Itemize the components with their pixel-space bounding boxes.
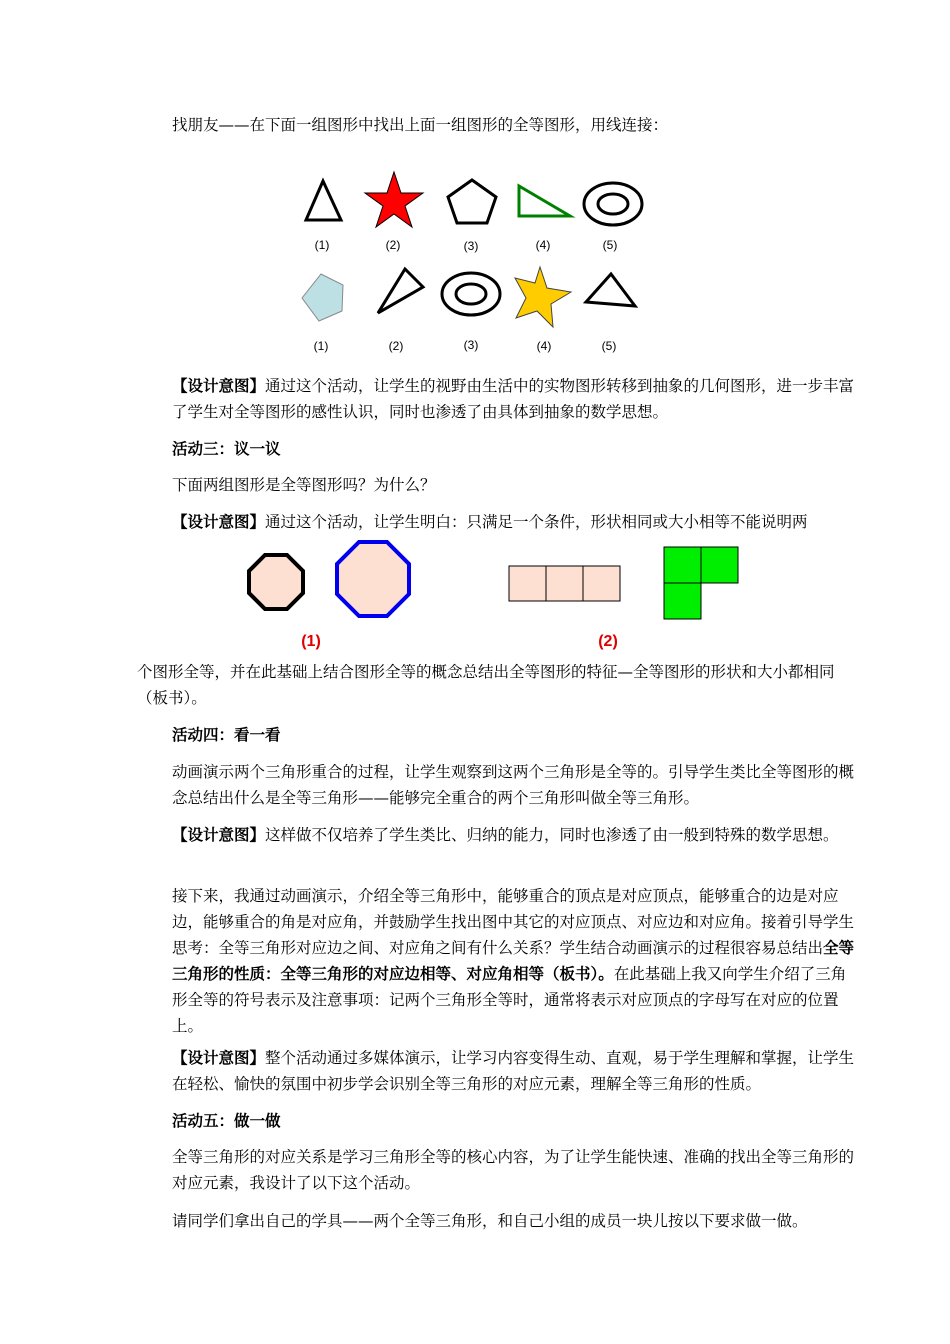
bottom-triangle-2	[378, 269, 423, 313]
l-square-2	[701, 547, 738, 583]
top-ring-inner	[598, 194, 628, 214]
activity3-title: 活动三：议一议	[172, 440, 281, 458]
bottom-blue-pentagon	[302, 274, 343, 321]
label-bottom-1: (1)	[313, 339, 329, 353]
p6-text: 整个活动通过多媒体演示，让学习内容变得生动、直观，易于学生理解和掌握，让学生在轻松、愉快的氛围中初步学会识别全等三角形的对应元素，理解全等三角形的性质。	[172, 1049, 855, 1093]
group-label-1: (1)	[301, 633, 321, 650]
strip-square-3	[583, 566, 620, 601]
top-pentagon	[448, 180, 496, 223]
design-intent-label: 【设计意图】	[172, 377, 266, 395]
design-intent-label: 【设计意图】	[172, 513, 266, 531]
paragraph-7: 全等三角形的对应关系是学习三角形全等的核心内容，为了让学生能快速、准确的找出全等三角形的对应元素，我设计了以下这个活动。	[172, 1148, 855, 1192]
label-top-1: (1)	[314, 238, 330, 252]
label-bottom-2: (2)	[388, 339, 404, 353]
l-square-3	[664, 583, 701, 619]
activity4-title: 活动四：看一看	[172, 726, 281, 744]
label-bottom-4: (4)	[536, 339, 552, 353]
p1-text: 通过这个活动，让学生的视野由生活中的实物图形转移到抽象的几何图形，进一步丰富了学生对全等图形的感性认识，同时也渗透了由具体到抽象的数学思想。	[172, 377, 855, 421]
paragraph-design-intent-4	[137, 1045, 861, 1097]
paragraph-3: 动画演示两个三角形重合的过程，让学生观察到这两个三角形是全等的。引导学生类比全等图形的概念总结出什么是全等三角形——能够完全重合的两个三角形叫做全等三角形。	[172, 763, 855, 807]
shapes-figure	[0, 0, 950, 650]
paragraph-design-intent-2	[172, 509, 808, 535]
label-bottom-5: (5)	[601, 339, 617, 353]
design-intent-label: 【设计意图】	[172, 826, 266, 844]
p4-text: 这样做不仅培养了学生类比、归纳的能力，同时也渗透了由一般到特殊的数学思想。	[265, 826, 839, 844]
paragraph-design-intent-3	[137, 822, 861, 848]
large-octagon	[337, 542, 409, 616]
l-square-1	[664, 547, 701, 583]
bottom-ring-inner	[456, 284, 486, 304]
bottom-yellow-star	[515, 267, 571, 327]
group-label-2: (2)	[598, 633, 618, 650]
label-top-3: (3)	[463, 239, 479, 253]
small-octagon	[249, 555, 303, 609]
activity5-title: 活动五：做一做	[172, 1112, 281, 1130]
design-intent-label: 【设计意图】	[172, 1049, 266, 1067]
label-bottom-3: (3)	[463, 338, 479, 352]
strip-square-1	[509, 566, 546, 601]
label-top-5: (5)	[602, 238, 618, 252]
p2-continuation: 个图形全等，并在此基础上结合图形全等的概念总结出全等图形的特征—全等图形的形状和大小都相同（板书）。	[137, 663, 835, 707]
paragraph-design-intent-1	[137, 373, 861, 425]
p5-b: 在此基础上我又向学生介绍了三角形全等的符号表示及注意事项：记两个三角形全等时，通常将表示对应顶点的字母写在对应的位置上。	[172, 965, 847, 1035]
top-red-star	[365, 172, 423, 227]
label-top-2: (2)	[385, 238, 401, 252]
top-green-triangle	[519, 186, 570, 216]
question-line: 下面两组图形是全等图形吗？为什么？	[172, 476, 436, 494]
p5-bold: 全等三角形的性质：全等三角形的对应边相等、对应角相等（板书）。	[172, 939, 855, 983]
paragraph-8: 请同学们拿出自己的学具——两个全等三角形，和自己小组的成员一块儿按以下要求做一做。	[172, 1212, 808, 1230]
top-ring-outer	[584, 183, 642, 225]
p5-a: 接下来，我通过动画演示，介绍全等三角形中，能够重合的顶点是对应顶点，能够重合的边是对应边，能够重合的角是对应角，并鼓励学生找出图中其它的对应顶点、对应边和对应角。接着引导学生思考：全等三角形对应边之间、对应角之间有什么关系？学生结合动画演示的过程很容易总结出	[172, 887, 855, 957]
top-triangle-1	[306, 181, 341, 220]
bottom-triangle-5	[586, 274, 635, 306]
bottom-ring-outer	[442, 273, 500, 315]
intro-line: 找朋友——在下面一组图形中找出上面一组图形的全等图形，用线连接：	[172, 116, 669, 134]
strip-square-2	[546, 566, 583, 601]
paragraph-5	[137, 883, 861, 1039]
label-top-4: (4)	[535, 238, 551, 252]
p2-text: 通过这个活动，让学生明白：只满足一个条件，形状相同或大小相等不能说明两	[265, 513, 808, 531]
